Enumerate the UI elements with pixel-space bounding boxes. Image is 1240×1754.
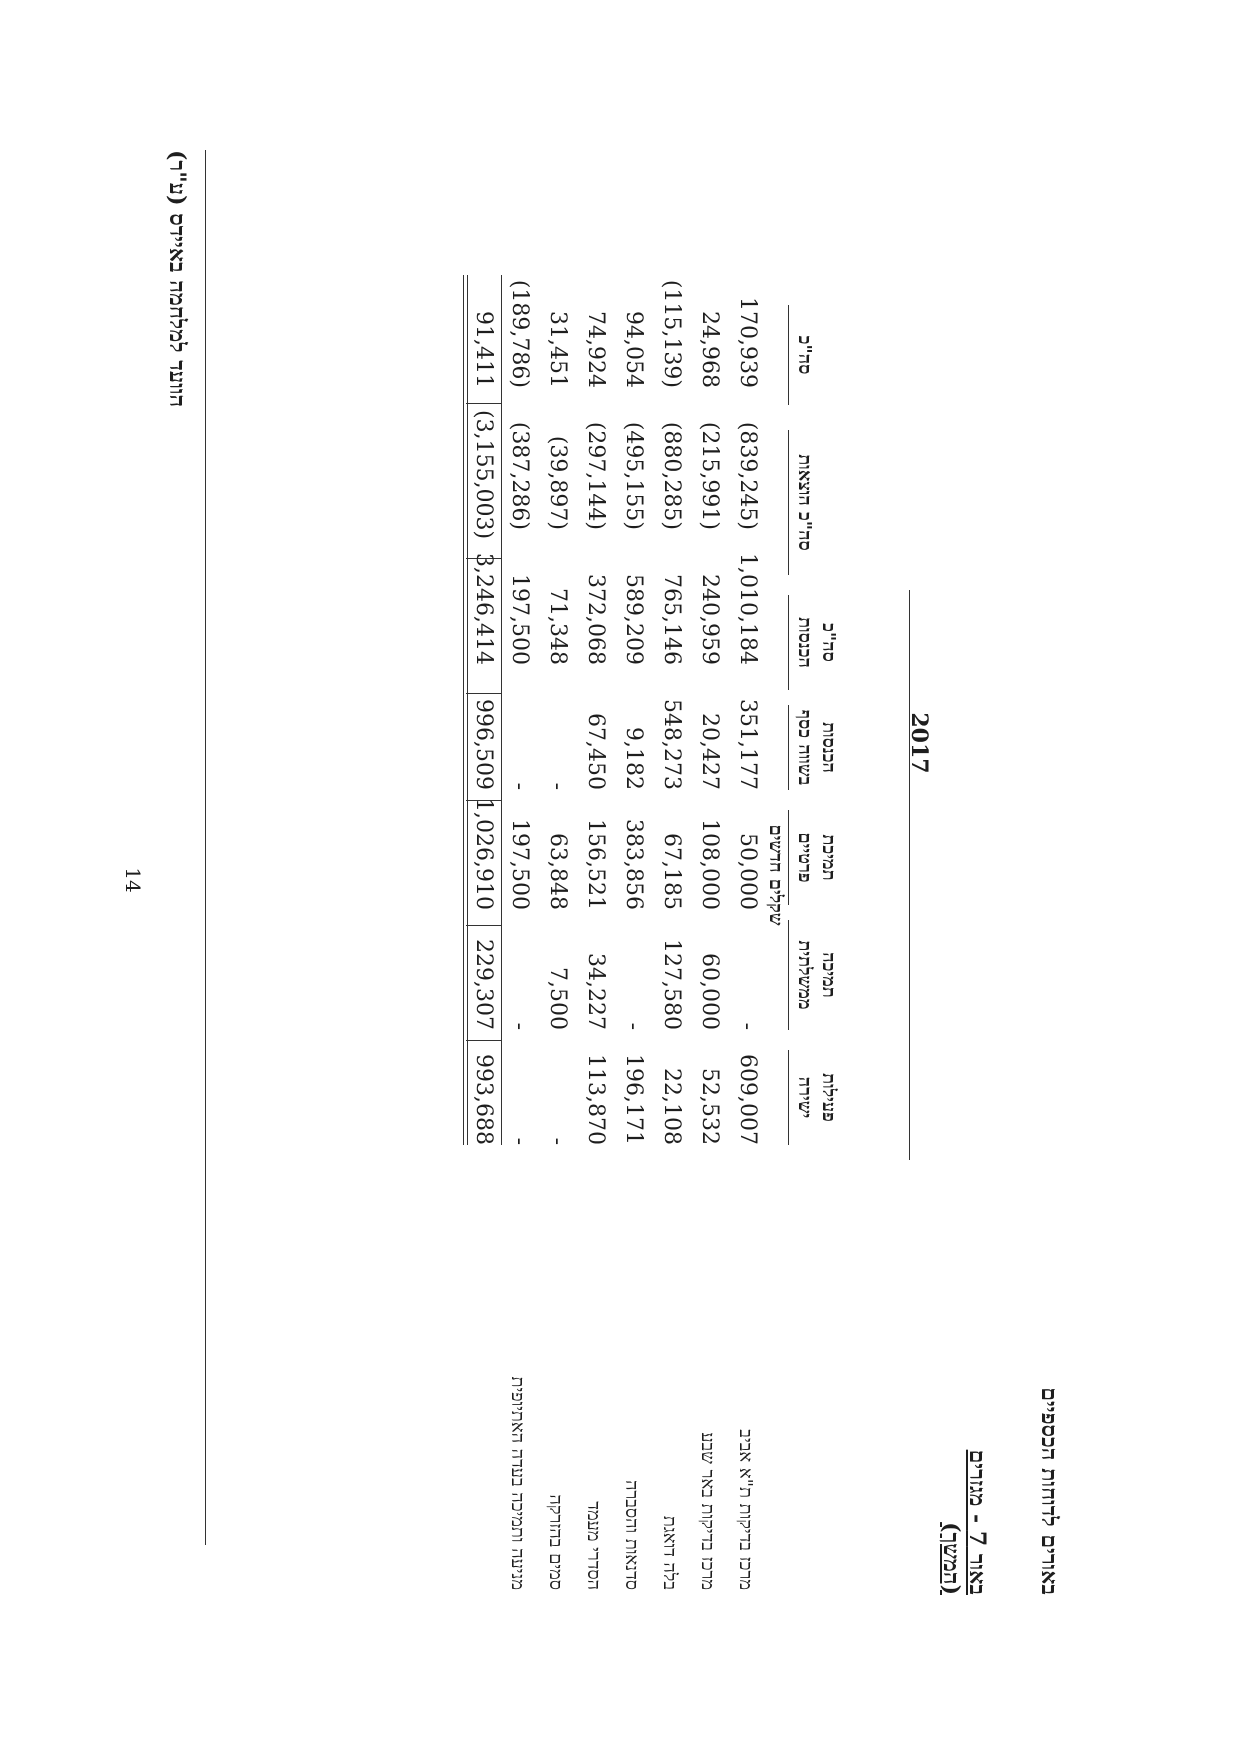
cell-private-support: 383,856: [621, 819, 646, 910]
column-header-total: סה"כ: [788, 305, 878, 405]
cell-in-kind-income: 20,427: [697, 713, 722, 790]
cell-total-income: 1,010,184: [735, 553, 760, 665]
totals-double-rule: [463, 275, 468, 1145]
cell-total-expenses: (495,155): [621, 421, 646, 530]
total-government-support: 229,307: [471, 939, 496, 1030]
column-header-direct-activity: פעילות ישירה: [788, 1050, 878, 1145]
cell-private-support: 67,185: [659, 833, 684, 910]
row-label: סדנאות והסברה: [621, 1480, 642, 1590]
cell-government-support: -: [507, 1022, 532, 1030]
total-direct-activity: 993,688: [471, 1054, 496, 1145]
cell-total-expenses: (215,991): [697, 421, 722, 530]
cell-total-income: 71,348: [545, 588, 570, 665]
cell-in-kind-income: -: [545, 782, 570, 790]
cell-government-support: -: [621, 1022, 646, 1030]
cell-in-kind-income: 548,273: [659, 699, 684, 790]
total-income: 3,246,414: [471, 553, 496, 665]
cell-total: 94,054: [621, 311, 646, 388]
column-header-total-income: סה"כ הכנסות: [788, 595, 878, 690]
document-title: באורים לדוחות הכספיים: [1036, 1387, 1062, 1595]
year-rule: [909, 590, 910, 1160]
cell-total-expenses: (39,897): [545, 435, 570, 530]
column-header-private-support: תמיכת פרטיים: [788, 810, 878, 905]
cell-direct-activity: 52,532: [697, 1068, 722, 1145]
total-expenses: (3,155,003): [471, 410, 496, 540]
cell-direct-activity: -: [545, 1137, 570, 1145]
cell-total-income: 372,068: [583, 574, 608, 665]
header-rule: [205, 150, 206, 1545]
cell-direct-activity: 196,171: [621, 1054, 646, 1145]
page-number: 14: [121, 867, 145, 893]
cell-total: 74,924: [583, 311, 608, 388]
cell-direct-activity: 22,108: [659, 1068, 684, 1145]
cell-private-support: 156,521: [583, 819, 608, 910]
column-header-in-kind-income: הכנסות בשווה כסף: [788, 705, 878, 790]
row-label: סמים בהזרקה: [545, 1494, 566, 1590]
cell-total: (189,786): [507, 279, 532, 388]
cell-total-income: 240,959: [697, 574, 722, 665]
grand-total: 91,411: [471, 311, 496, 388]
cell-in-kind-income: 67,450: [583, 713, 608, 790]
cell-total-income: 589,209: [621, 574, 646, 665]
cell-direct-activity: 113,870: [583, 1054, 608, 1145]
cell-in-kind-income: 9,182: [621, 727, 646, 790]
cell-in-kind-income: 351,177: [735, 699, 760, 790]
cell-total-expenses: (387,286): [507, 421, 532, 530]
column-header-total-expenses: סה"כ הוצאות: [788, 430, 878, 575]
cell-direct-activity: -: [507, 1137, 532, 1145]
cell-total-expenses: (880,285): [659, 421, 684, 530]
totals-separator: [466, 403, 502, 404]
row-label: הסדרי מעמד: [583, 1501, 604, 1590]
row-label: בלה דואגת: [659, 1515, 680, 1590]
cell-total: 31,451: [545, 311, 570, 388]
total-private-support: 1,026,910: [471, 798, 496, 910]
cell-government-support: 127,580: [659, 939, 684, 1030]
cell-private-support: 63,848: [545, 833, 570, 910]
cell-government-support: 7,500: [545, 967, 570, 1030]
column-header-government-support: תמיכה ממשלתית: [788, 920, 878, 1030]
totals-top-rule: [501, 275, 502, 1145]
cell-private-support: 108,000: [697, 819, 722, 910]
cell-total: 170,939: [735, 297, 760, 388]
cell-total-expenses: (839,245): [735, 421, 760, 530]
cell-total: (115,139): [659, 279, 684, 388]
year-heading: 2017: [906, 712, 932, 774]
cell-private-support: 50,000: [735, 833, 760, 910]
cell-government-support: 60,000: [697, 953, 722, 1030]
cell-total: 24,968: [697, 311, 722, 388]
row-label: מרכז בדיקות באר שבע: [697, 1432, 718, 1590]
unit-label: שקלים חדשים: [765, 824, 786, 926]
row-label: מניעה ותמיכה בעדה האתיופית: [507, 1376, 528, 1590]
cell-private-support: 197,500: [507, 819, 532, 910]
cell-direct-activity: 609,007: [735, 1054, 760, 1145]
note-title: באור 7 - מגזרים (המשך): [938, 1449, 990, 1595]
total-in-kind-income: 996,509: [471, 699, 496, 790]
cell-government-support: -: [735, 1022, 760, 1030]
cell-total-expenses: (297,144): [583, 421, 608, 530]
cell-total-income: 765,146: [659, 574, 684, 665]
organization-name: הוועד למלחמה באיידס (ע"ר): [164, 150, 190, 408]
cell-in-kind-income: -: [507, 782, 532, 790]
cell-total-income: 197,500: [507, 574, 532, 665]
row-label: מרכז בדיקות ת"א אביב: [735, 1429, 756, 1590]
cell-government-support: 34,227: [583, 953, 608, 1030]
